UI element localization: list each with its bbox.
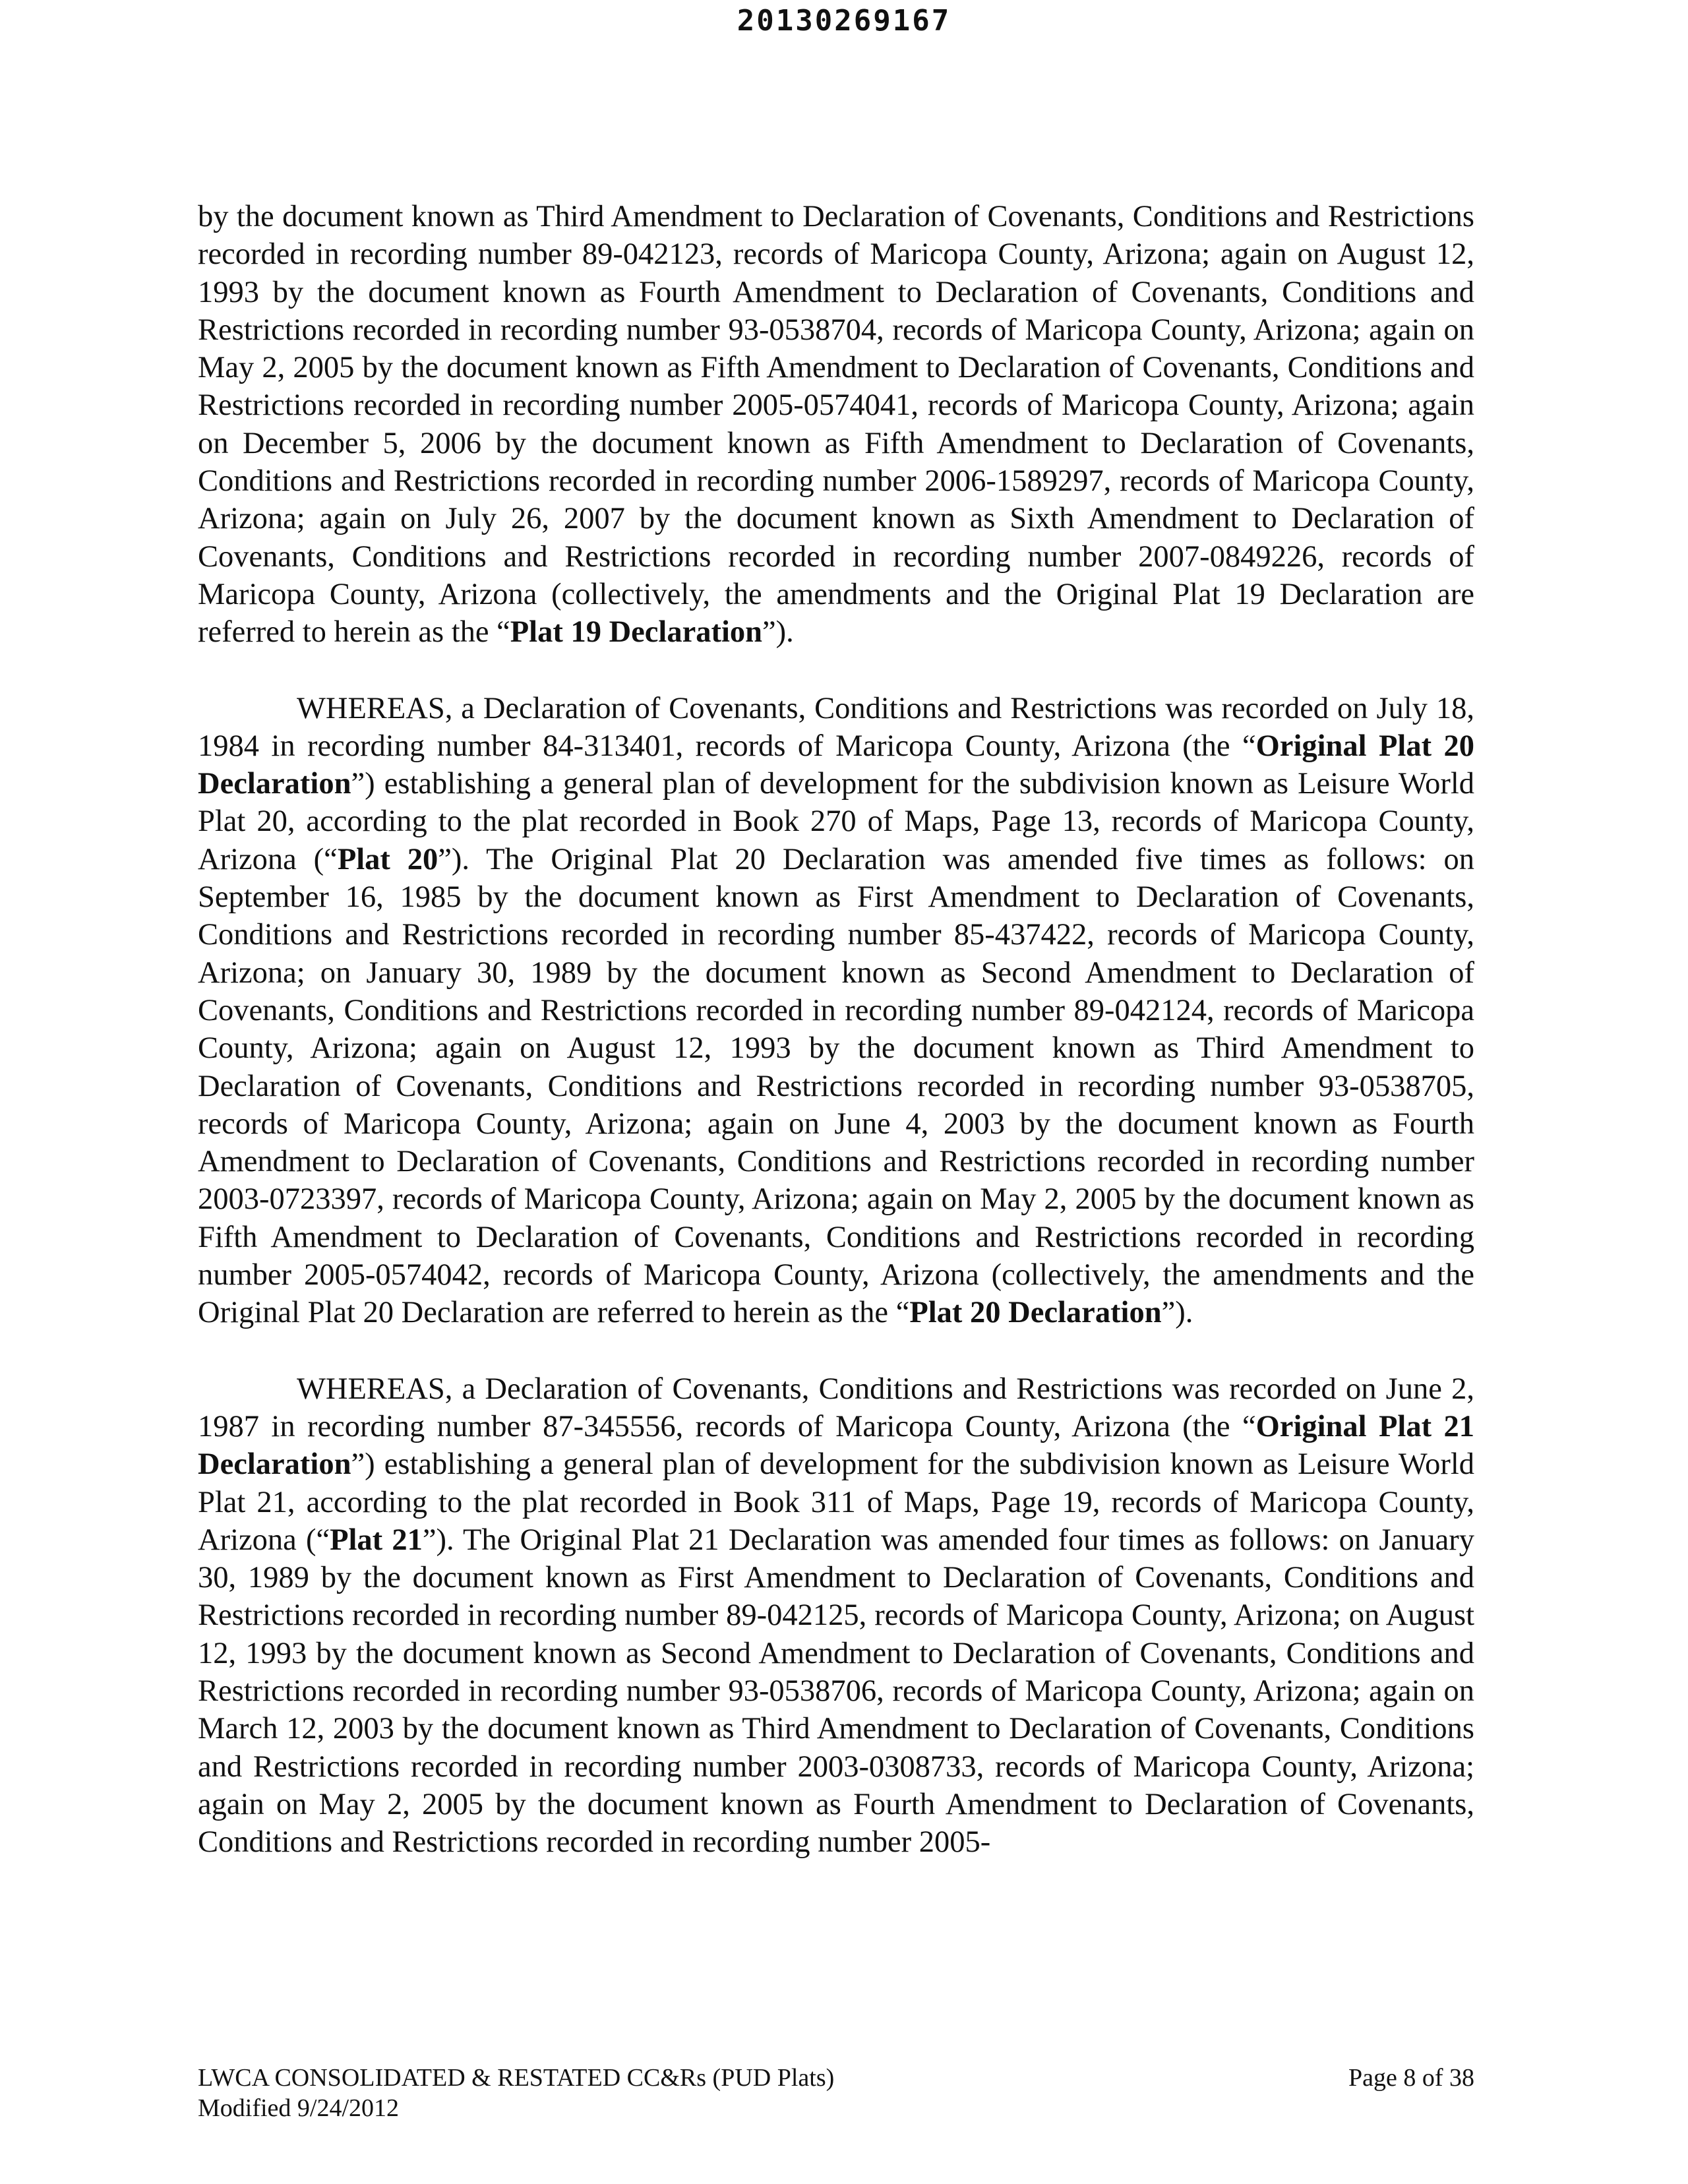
defined-term: Plat 19 Declaration — [510, 615, 763, 650]
defined-term: Original Plat 20 Declaration — [198, 729, 1474, 801]
recording-number: 20130269167 — [737, 4, 951, 38]
footer-document-info — [198, 2063, 834, 2123]
defined-term: Plat 20 — [337, 842, 438, 876]
paragraph-text: ”). — [762, 615, 794, 650]
paragraph-text: by the document known as Third Amendment to Declaration of Covenants, Conditions and Restrictions recorded in recording number 89-042123, records of Maricopa County, Arizona; again on August 12, 1993 by the document known as Fourth Amendment to Declaration of Covenants, Conditions and Restrictions recorded in recording number 93-0538704, records of Maricopa County, Arizona; again on May 2, 2005 by the document known as Fifth Amendment to Declaration of Covenants, Conditions and Restrictions recorded in recording number 2005-0574041, records of Maricopa County, Arizona; again on December 5, 2006 by the document known as Fifth Amendment to Declaration of Covenants, Conditions and Restrictions recorded in recording number 2006-1589297, records of Maricopa County, Arizona; again on July 26, 2007 by the document known as Sixth Amendment to Declaration of Covenants, Conditions and Restrictions recorded in recording number 2007-0849226, records of Maricopa County, Arizona (collectively, the amendments and the Original Plat 19 Declaration are referred to herein as the “ — [198, 200, 1474, 650]
footer-title: LWCA CONSOLIDATED & RESTATED CC&Rs (PUD Plats) — [198, 2064, 835, 2092]
paragraph — [198, 1370, 1474, 1862]
page-number: Page 8 of 38 — [1348, 2064, 1474, 2092]
paragraph-text: ”). The Original Plat 20 Declaration was amended five times as follows: on September 16, 1985 by the document known as First Amendment to Declaration of Covenants, Conditions and Restrictions recorded in recording number 85-437422, records of Maricopa County, Arizona; on January 30, 1989 by the document known as Second Amendment to Declaration of Covenants, Conditions and Restrictions recorded in recording number 89-042124, records of Maricopa County, Arizona; again on August 12, 1993 by the document known as Third Amendment to Declaration of Covenants, Conditions and Restrictions recorded in recording number 93-0538705, records of Maricopa County, Arizona; again on June 4, 2003 by the document known as Fourth Amendment to Declaration of Covenants, Conditions and Restrictions recorded in recording number 2003-0723397, records of Maricopa County, Arizona; again on May 2, 2005 by the document known as Fifth Amendment to Declaration of Covenants, Conditions and Restrictions recorded in recording number 2005-0574042, records of Maricopa County, Arizona (collectively, the amendments and the Original Plat 20 Declaration are referred to herein as the “ — [198, 842, 1475, 1330]
paragraph-text: ”). — [1161, 1296, 1193, 1330]
paragraph-text: ”) establishing a general plan of development for the subdivision known as Leisure World Plat 20, according to the plat recorded in Book 270 of Maps, Page 13, records of Maricopa County, Arizona (“ — [198, 767, 1474, 876]
defined-term: Plat 21 — [330, 1523, 423, 1557]
paragraph-text: WHEREAS, a Declaration of Covenants, Conditions and Restrictions was recorded on July 18, 1984 in recording number 84-313401, records of Maricopa County, Arizona (the “ — [198, 691, 1474, 763]
paragraph — [198, 198, 1474, 652]
footer-modified-date: Modified 9/24/2012 — [198, 2094, 400, 2122]
document-body — [198, 198, 1474, 1899]
paragraph-text: WHEREAS, a Declaration of Covenants, Conditions and Restrictions was recorded on June 2, 1987 in recording number 87-345556, records of Maricopa County, Arizona (the “ — [198, 1372, 1474, 1443]
defined-term: Plat 20 Declaration — [909, 1296, 1162, 1330]
paragraph-text: ”) establishing a general plan of development for the subdivision known as Leisure World Plat 21, according to the plat recorded in Book 311 of Maps, Page 19, records of Maricopa County, Arizona (“ — [198, 1447, 1474, 1557]
page-footer — [198, 2063, 1474, 2123]
paragraph-text: ”). The Original Plat 21 Declaration was amended four times as follows: on January 30, 1989 by the document known as First Amendment to Declaration of Covenants, Conditions and Restrictions recorded in recording number 89-042125, records of Maricopa County, Arizona; on August 12, 1993 by the document known as Second Amendment to Declaration of Covenants, Conditions and Restrictions recorded in recording number 93-0538706, records of Maricopa County, Arizona; again on March 12, 2003 by the document known as Third Amendment to Declaration of Covenants, Conditions and Restrictions recorded in recording number 2003-0308733, records of Maricopa County, Arizona; again on May 2, 2005 by the document known as Fourth Amendment to Declaration of Covenants, Conditions and Restrictions recorded in recording number 2005- — [198, 1523, 1474, 1860]
paragraph — [198, 690, 1474, 1332]
defined-term: Original Plat 21 Declaration — [198, 1409, 1474, 1482]
